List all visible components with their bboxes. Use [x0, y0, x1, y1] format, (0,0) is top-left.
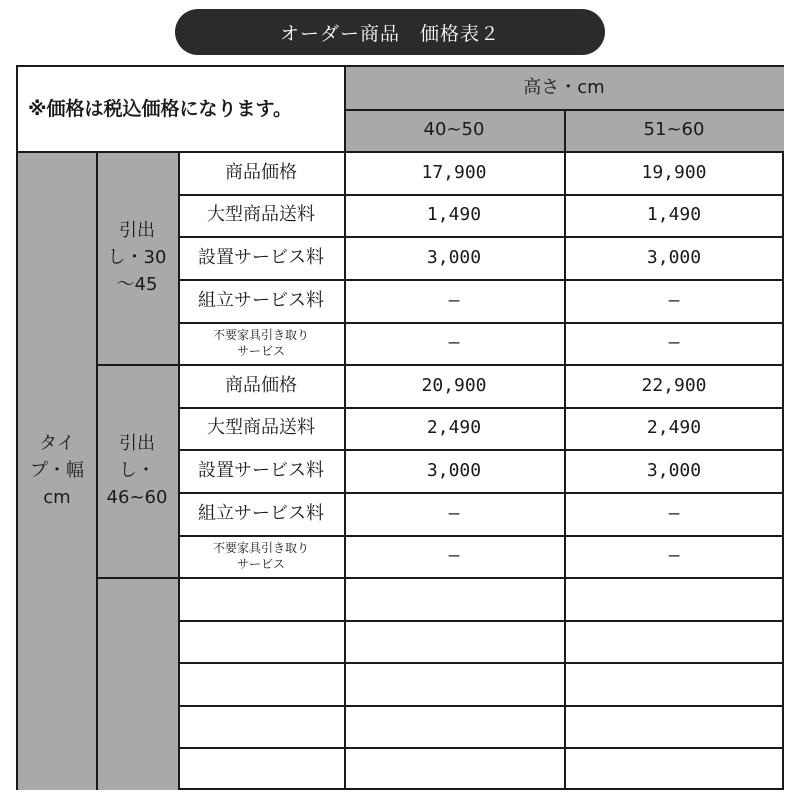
item-label: 設置サービス料: [198, 246, 324, 268]
price-cell: 20,900: [421, 374, 487, 396]
price-cell: 17,900: [421, 161, 487, 183]
type-label-line-1: タイ: [39, 433, 75, 454]
item-label: 組立サービス料: [198, 289, 324, 311]
price-cell: —: [448, 289, 460, 311]
price-cell: 2,490: [646, 417, 702, 439]
price-cell: —: [668, 332, 680, 354]
divider: [178, 322, 784, 324]
price-cell: —: [668, 289, 680, 311]
price-cell: 3,000: [426, 459, 482, 481]
price-cell: —: [668, 502, 680, 524]
price-cell: —: [448, 332, 460, 354]
divider: [344, 67, 346, 790]
price-cell: —: [448, 545, 460, 567]
page-title: オーダー商品 価格表２: [175, 9, 605, 55]
divider: [18, 151, 784, 153]
divider: [344, 109, 784, 111]
price-cell: 3,000: [646, 246, 702, 268]
item-label-line-2: サービス: [236, 344, 285, 358]
price-cell: —: [668, 545, 680, 567]
divider: [178, 535, 784, 537]
group-1-label-line-1: 引出: [119, 220, 155, 241]
group-label-2: [96, 364, 178, 577]
divider: [178, 449, 784, 451]
group-2-label-line-3: 46~60: [106, 487, 168, 508]
divider: [178, 492, 784, 494]
divider: [96, 151, 98, 790]
item-label: 商品価格: [225, 161, 297, 183]
group-1-label-line-2: し・30: [107, 247, 167, 268]
type-label-line-3: cm: [43, 487, 71, 508]
divider: [178, 279, 784, 281]
group-label-empty: [96, 577, 178, 790]
price-cell: 1,490: [646, 204, 702, 226]
height-col-2: 51~60: [564, 109, 784, 151]
item-label-line-1: 不要家具引き取り: [212, 327, 309, 342]
item-label-line-1: 不要家具引き取り: [212, 540, 309, 555]
price-cell: 1,490: [426, 204, 482, 226]
type-width-label: [18, 151, 96, 790]
divider: [96, 577, 784, 579]
item-label-line-2: サービス: [236, 557, 285, 571]
type-label-line-2: プ・幅: [30, 460, 84, 481]
divider: [178, 407, 784, 409]
divider: [178, 662, 784, 664]
price-table: [16, 65, 784, 790]
divider: [178, 236, 784, 238]
price-cell: 2,490: [426, 417, 482, 439]
price-cell: —: [448, 502, 460, 524]
divider: [178, 194, 784, 196]
item-label: 大型商品送料: [207, 417, 315, 439]
height-col-1: 40~50: [344, 109, 564, 151]
price-cell: 3,000: [646, 459, 702, 481]
tax-note: ※価格は税込価格になります。: [28, 97, 292, 120]
price-cell: 22,900: [641, 374, 707, 396]
item-label: [178, 535, 344, 577]
divider: [178, 620, 784, 622]
price-cell: 19,900: [641, 161, 707, 183]
item-label: 組立サービス料: [198, 502, 324, 524]
item-label: 大型商品送料: [207, 204, 315, 226]
divider: [178, 747, 784, 749]
divider: [96, 364, 784, 366]
group-1-label-line-3: ～45: [116, 274, 158, 295]
group-2-label-line-2: し・: [119, 460, 155, 481]
item-label: [178, 322, 344, 364]
group-2-label-line-1: 引出: [119, 433, 155, 454]
height-header: 高さ・cm: [344, 67, 784, 109]
item-label: 商品価格: [225, 374, 297, 396]
divider: [178, 705, 784, 707]
item-label: 設置サービス料: [198, 459, 324, 481]
group-label-1: [96, 151, 178, 364]
divider: [178, 151, 180, 790]
price-cell: 3,000: [426, 246, 482, 268]
